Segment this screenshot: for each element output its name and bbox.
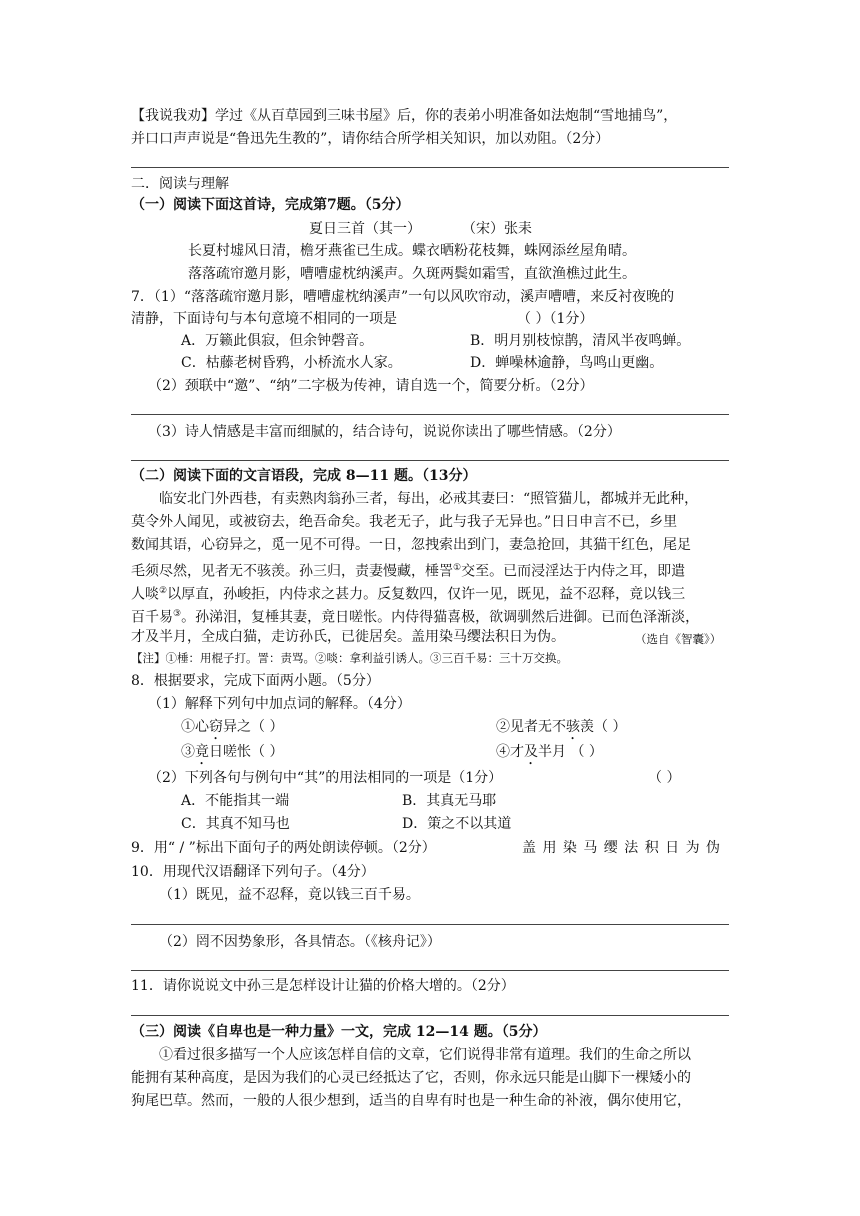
q6-line2: 并口口声声说是“鲁迅先生教的”，请你结合所学相关知识，加以劝阻。（2分） bbox=[131, 131, 610, 147]
passage-line: 人啖②以厚直，孙峻拒，内侍求之甚力。反复数四，仅许一见，既见，益不忍释，竟以钱三 bbox=[131, 586, 686, 603]
q9-sentence[interactable]: 盖 用 染 马 缨 法 积 日 为 伪 bbox=[522, 840, 722, 856]
item-prefix: ②见者无不 bbox=[496, 719, 566, 735]
q11-text: 11．请你说说文中孙三是怎样设计让猫的价格大增的。（2分） bbox=[131, 978, 515, 994]
q7-1-text-b: 清静，下面诗句与本句意境不相同的一项是 bbox=[131, 311, 397, 327]
item-prefix: ①心 bbox=[181, 719, 209, 735]
q6-line1: 【我说我劝】学过《从百草园到三味书屋》后，你的表弟小明准备如法炮制“雪地捕鸟”， bbox=[131, 108, 678, 124]
part1-heading: （一）阅读下面这首诗，完成第7题。（5分） bbox=[131, 197, 410, 213]
item-rest: 半月 （ ） bbox=[538, 744, 603, 760]
passage-source: （选自《智囊》） bbox=[635, 632, 722, 646]
q7-option-b: B．明月别枝惊鹊，清风半夜鸣蝉。 bbox=[470, 333, 691, 349]
part2-heading: （二）阅读下面的文言语段，完成 8—11 题。（13分） bbox=[131, 468, 477, 484]
q9-text: 9．用“ / ”标出下面句子的两处朗读停顿。（2分） bbox=[131, 840, 436, 856]
q8-option-a: A．不能指其一端 bbox=[181, 793, 290, 809]
passage-line: 毛须尽然，见者无不骇羡。孙三归，责妻慢藏，棰詈①交至。已而浸淫达于内侍之耳，即遣 bbox=[131, 563, 686, 580]
q8-sub1: （1）解释下列句中加点词的解释。（4分） bbox=[148, 696, 411, 712]
part3-heading: （三）阅读《自卑也是一种力量》一文，完成 12—14 题。（5分） bbox=[131, 1024, 547, 1040]
answer-line bbox=[131, 167, 729, 168]
poem-title: 夏日三首（其一） bbox=[309, 221, 421, 237]
q7-option-a: A．万籁此俱寂，但余钟磬音。 bbox=[181, 333, 374, 349]
item-prefix: ④才 bbox=[496, 744, 524, 760]
answer-line bbox=[131, 924, 729, 925]
dotted-word: 骇 bbox=[566, 719, 580, 735]
footnote-marker: ② bbox=[159, 586, 168, 596]
q10-sentence-2: （2）罔不因势象形，各具情态。（《核舟记》） bbox=[159, 934, 441, 950]
passage-line: 才及半月，全成白猫，走访孙氏，已徙居矣。盖用染马缨法积日为伪。 bbox=[131, 629, 565, 645]
passage-note: 【注】①棰：用棍子打。詈：责骂。②啖：拿利益引诱人。③三百千易：三十万交换。 bbox=[131, 651, 568, 665]
q8-head: 8．根据要求，完成下面两小题。（5分） bbox=[131, 673, 380, 689]
answer-line bbox=[131, 460, 729, 461]
q7-option-c: C．枯藤老树昏鸦，小桥流水人家。 bbox=[181, 355, 402, 371]
q8-sub2: （2）下列各句与例句中“其”的用法相同的一项是（1分） bbox=[148, 770, 503, 786]
poem-author: （宋）张耒 bbox=[462, 221, 532, 237]
q8-item-2[interactable] bbox=[496, 717, 626, 743]
q7-2: （2）颈联中“邀”、“纳”二字极为传神，请自选一个，简要分析。（2分） bbox=[148, 378, 594, 394]
answer-line bbox=[131, 970, 729, 971]
item-rest: 日嗟怅（ ） bbox=[209, 744, 284, 760]
answer-line bbox=[131, 414, 729, 415]
q7-3: （3）诗人情感是丰富而细腻的，结合诗句，说说你读出了哪些情感。（2分） bbox=[148, 424, 621, 440]
footnote-marker: ① bbox=[453, 563, 462, 573]
passage-line: ①看过很多描写一个人应该怎样自信的文章，它们说得非常有道理。我们的生命之所以 bbox=[159, 1047, 691, 1063]
q7-option-d: D．蝉噪林逾静，鸟鸣山更幽。 bbox=[470, 355, 664, 371]
section-title: 二．阅读与理解 bbox=[131, 176, 229, 192]
footnote-marker: ③ bbox=[173, 609, 182, 619]
q10-head: 10．用现代汉语翻译下列句子。（4分） bbox=[131, 864, 375, 880]
answer-line bbox=[131, 1015, 729, 1016]
q8-item-1[interactable] bbox=[181, 717, 283, 743]
passage-line: 莫令外人闻见，或被窃去，绝吾命矣。我老无子，此与我子无异也。”日日申言不已，乡里 bbox=[131, 514, 678, 530]
dotted-word: 及 bbox=[524, 744, 538, 760]
passage-line: 临安北门外西巷，有卖熟肉翁孙三者，每出，必戒其妻曰：“照管猫儿，都城并无此种， bbox=[159, 491, 699, 507]
dotted-word: 窃 bbox=[209, 719, 223, 735]
poem-line-2: 落落疏帘邀月影，嘈嘈虚枕纳溪声。久斑两鬓如霜雪，直欲渔樵过此生。 bbox=[188, 266, 636, 282]
q8-option-b: B．其真无马耶 bbox=[402, 793, 497, 809]
passage-line: 数闻其语，心窃异之，觅一见不可得。一日，忽拽索出到门，妻急抢回，其猫干红色，尾足 bbox=[131, 537, 691, 553]
q7-1-text-a: 7．（1）“落落疏帘邀月影，嘈嘈虚枕纳溪声”一句以风吹帘动，溪声嘈嘈，来反衬夜晚的 bbox=[131, 289, 675, 305]
poem-line-1: 长夏村墟风日清，檐牙燕雀已生成。蝶衣晒粉花枝舞，蛛网添丝屋角晴。 bbox=[188, 243, 636, 259]
item-prefix: ③ bbox=[181, 744, 195, 760]
dotted-word: 竟 bbox=[195, 744, 209, 760]
q7-1-answer-blank[interactable]: （ ）（1分） bbox=[517, 311, 594, 327]
passage-line: 百千易③。孙涕泪，复棰其妻，竟日嗟怅。内侍得猫喜极，欲调驯然后进御。已而色泽渐淡， bbox=[131, 609, 700, 626]
q8-option-d: D．策之不以其道 bbox=[402, 816, 512, 832]
item-rest: 异之（ ） bbox=[223, 719, 284, 735]
q8-item-3[interactable] bbox=[181, 742, 283, 768]
q8-option-c: C．其真不知马也 bbox=[181, 816, 290, 832]
q8-item-4[interactable] bbox=[496, 742, 603, 768]
passage-line: 能拥有某种高度，是因为我们的心灵已经抵达了它，否则，你永远只能是山脚下一棵矮小的 bbox=[131, 1070, 691, 1086]
q10-sentence-1: （1）既见，益不忍释，竟以钱三百千易。 bbox=[159, 887, 420, 903]
item-rest: 羡（ ） bbox=[580, 719, 627, 735]
passage-line: 狗尾巴草。然而，一般的人很少想到，适当的自卑有时也是一种生命的补液，偶尔使用它， bbox=[131, 1093, 691, 1109]
q8-sub2-answer-blank[interactable]: （ ） bbox=[648, 770, 681, 786]
